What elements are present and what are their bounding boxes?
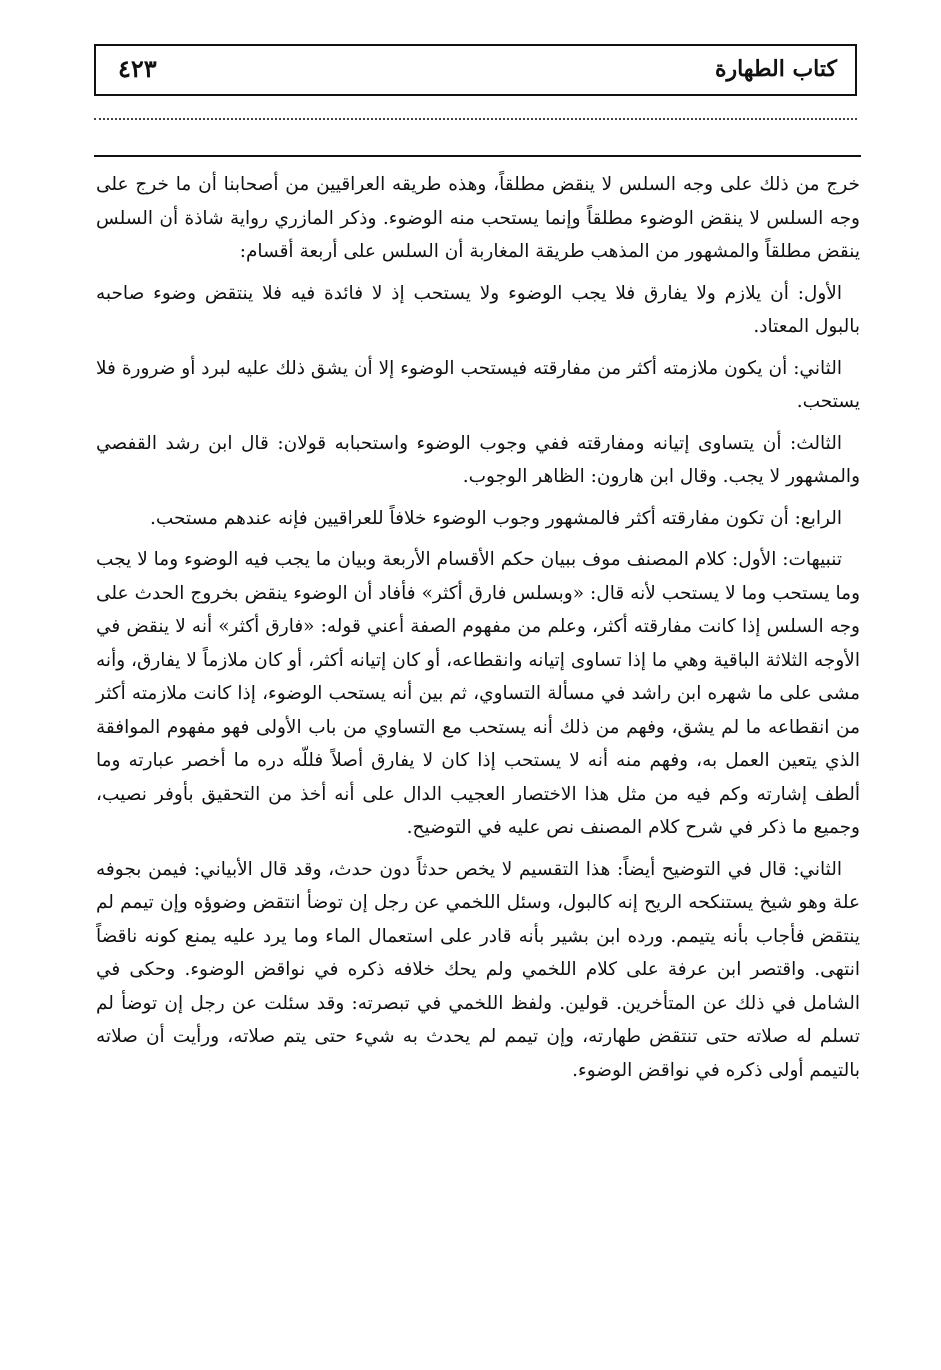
paragraph-second-category: الثاني: أن يكون ملازمته أكثر من مفارقته فيستحب الوضوء إلا أن يشق ذلك عليه لبرد أو ضرورة فلا يستحب.: [96, 357, 860, 412]
dotted-separator: [94, 118, 857, 120]
horizontal-rule: [94, 155, 861, 157]
book-title: كتاب الطهارة: [714, 56, 837, 82]
paragraph-third-category: الثالث: أن يتساوى إتيانه ومفارقته ففي وجوب الوضوء واستحبابه قولان: قال ابن رشد القفصي والمشهور لا يجب. وقال ابن هارون: الظاهر الوجوب.: [96, 432, 860, 487]
paragraph-notes-second: الثاني: قال في التوضيح أيضاً: هذا التقسيم لا يخص حدثاً دون حدث، وقد قال الأبياني: فيمن بجوفه علة وهو شيخ يستنكحه الريح إنه كالبول، وسئل اللخمي عن رجل إن توضأ انتقض وضوؤه وإن تيمم لم ينتقض فأجاب بأنه يتيمم. ورده ابن بشير بأنه قادر على استعمال الماء وما يرد عليه يمنع كونه ناقضاً انتهى. واقتصر ابن عرفة على كلام اللخمي ولم يحك خلافه ذكره في نواقض الوضوء. وحكى في الشامل في ذلك عن المتأخرين. قولين. ولفظ اللخمي في تبصرته: وقد سئلت عن رجل إن توضأ لم تسلم له صلاته حتى تنتقض طهارته، وإن تيمم لم يحدث به شيء حتى يتم صلاته، ورأيت أن صلاته بالتيمم أولى ذكره في نواقض الوضوء.: [96, 858, 860, 1081]
paragraph-notes-first: تنبيهات: الأول: كلام المصنف موف ببيان حكم الأقسام الأربعة وبيان ما يجب فيه الوضوء وما لا يجب وما يستحب وما لا يستحب لأنه قال: «وبسلس فارق أكثر» فأفاد أن الوضوء ينقض بخروج الحدث على وجه السلس إذا كانت مفارقته أكثر، وعلم من مفهوم الصفة أعني قوله: «فارق أكثر» أنه لا ينقض في الأوجه الثلاثة الباقية وهي ما إذا تساوى إتيانه وانقطاعه، أو كان إتيانه أكثر، أو كان ملازماً لا يفارق، وأنه مشى على ما شهره ابن راشد في مسألة التساوي، ثم بين أنه يستحب الوضوء، إذا كانت ملازمته أكثر من انقطاعه ما لم يشق، وفهم من ذلك أنه يستحب مع التساوي من باب الأولى فهو مفهوم الموافقة الذي يتعين العمل به، وفهم منه أنه لا يستحب إذا كان لا يفارق أصلاً فللّه دره ما أخصر عبارته وما ألطف إشارته وكم فيه من مثل هذا الاختصار العجيب الدال على أنه أخذ من التحقيق بأوفر نصيب، وجميع ما ذكر في شرح كلام المصنف نص عليه في التوضيح.: [96, 549, 860, 838]
page-body: [96, 168, 860, 1095]
paragraph-first-category: الأول: أن يلازم ولا يفارق فلا يجب الوضوء ولا يستحب إذ لا فائدة فيه فلا ينتقض وضوء صاحبه بالبول المعتاد.: [96, 282, 860, 337]
paragraph-fourth-category: الرابع: أن تكون مفارقته أكثر فالمشهور وجوب الوضوء خلافاً للعراقيين فإنه عندهم مستحب.: [149, 507, 842, 529]
page-number: ٤٢٣: [118, 54, 157, 83]
page-header: [94, 44, 857, 96]
paragraph-continuation: خرج من ذلك على وجه السلس لا ينقض مطلقاً، وهذه طريقه العراقيين من أصحابنا أن ما خرج على وجه السلس لا ينقض الوضوء مطلقاً وإنما يستحب منه الوضوء. وذكر المازري رواية شاذة أن السلس ينقض مطلقاً والمشهور من المذهب طريقة المغاربة أن السلس على أربعة أقسام:: [96, 174, 860, 262]
